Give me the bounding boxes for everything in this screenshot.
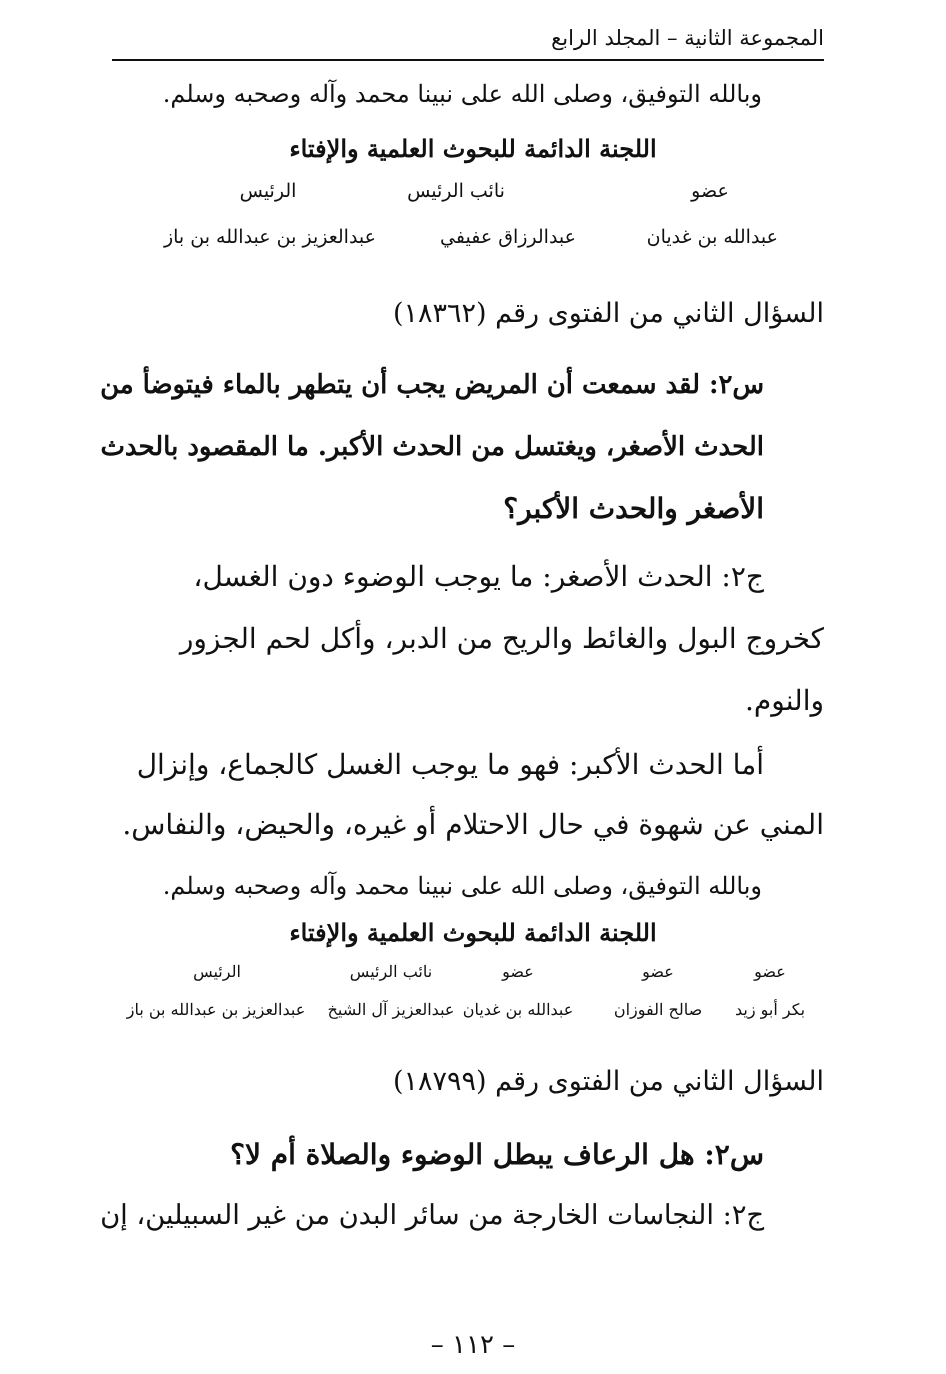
- signatory-role: عضو: [642, 962, 674, 981]
- signatory-name: صالح الفوزان: [613, 1000, 703, 1019]
- header-title: المجموعة الثانية – المجلد الرابع: [543, 26, 824, 50]
- signatory-role: نائب الرئيس: [349, 962, 433, 981]
- committee-name: اللجنة الدائمة للبحوث العلمية والإفتاء: [289, 134, 657, 163]
- signatory-name: عبدالله بن غديان: [462, 1000, 574, 1019]
- question-reference: السؤال الثاني من الفتوى رقم (١٨٧٩٩): [392, 1066, 824, 1097]
- page-number: – ١١٢ –: [430, 1330, 516, 1360]
- answer-text-line: والنوم.: [745, 684, 824, 717]
- signatory-name: عبدالرزاق عفيفي: [440, 226, 576, 248]
- signatory-name: عبدالعزيز بن عبدالله بن باز: [126, 1000, 306, 1019]
- signatory-role: عضو: [754, 962, 786, 981]
- question-reference: السؤال الثاني من الفتوى رقم (١٨٣٦٢): [392, 298, 824, 329]
- signatory-role: عضو: [691, 180, 729, 202]
- question-text-line: الحدث الأصغر، ويغتسل من الحدث الأكبر. ما المقصود بالحدث: [100, 432, 764, 462]
- header-rule: [112, 59, 824, 61]
- question-text-line: الأصغر والحدث الأكبر؟: [503, 492, 764, 525]
- answer-text-line: كخروج البول والغائط والريح من الدبر، وأكل لحم الجزور: [179, 622, 824, 655]
- signatory-name: عبدالعزيز بن عبدالله بن باز: [163, 226, 376, 248]
- signatory-role: نائب الرئيس: [407, 180, 505, 202]
- question-text-line: س٢: هل الرعاف يبطل الوضوء والصلاة أم لا؟: [230, 1138, 764, 1171]
- question-text-line: س٢: لقد سمعت أن المريض يجب أن يتطهر بالماء فيتوضأ من: [100, 370, 764, 400]
- answer-text-line: ج٢: النجاسات الخارجة من سائر البدن من غير السبيلين، إن: [100, 1200, 764, 1231]
- answer-text-line: المني عن شهوة في حال الاحتلام أو غيره، والحيض، والنفاس.: [122, 808, 824, 841]
- answer-text-line: ج٢: الحدث الأصغر: ما يوجب الوضوء دون الغسل،: [193, 560, 764, 593]
- signatory-role: عضو: [502, 962, 534, 981]
- signatory-name: عبدالله بن غديان: [646, 226, 778, 248]
- signatory-role: الرئيس: [239, 180, 297, 202]
- signatory-role: الرئيس: [193, 962, 241, 981]
- closing-formula: وبالله التوفيق، وصلى الله على نبينا محمد وآله وصحبه وسلم.: [162, 872, 762, 900]
- signatory-name: بكر أبو زيد: [734, 1000, 806, 1019]
- signatory-name: عبدالعزيز آل الشيخ: [327, 1000, 455, 1019]
- closing-formula: وبالله التوفيق، وصلى الله على نبينا محمد وآله وصحبه وسلم.: [162, 80, 762, 108]
- running-header: [112, 26, 824, 62]
- answer-text-line: أما الحدث الأكبر: فهو ما يوجب الغسل كالجماع، وإنزال: [136, 748, 764, 781]
- committee-name: اللجنة الدائمة للبحوث العلمية والإفتاء: [289, 918, 657, 947]
